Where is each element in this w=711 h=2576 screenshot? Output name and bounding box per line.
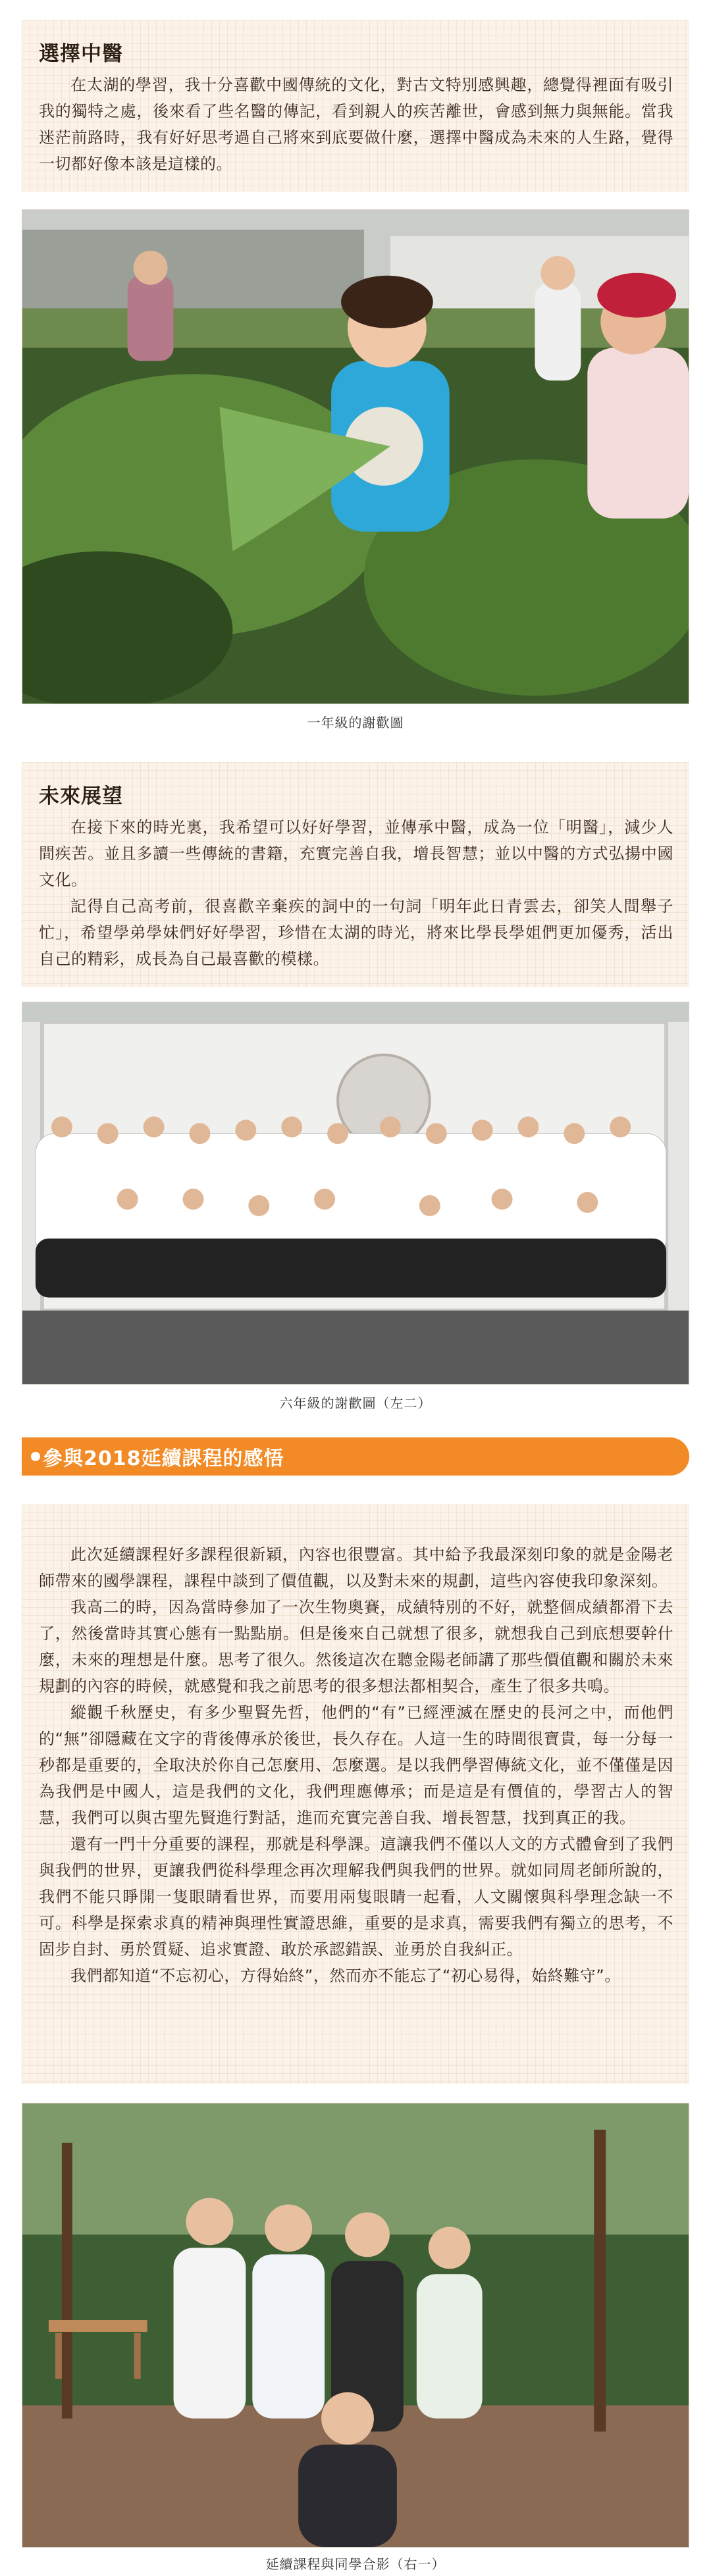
photo-first-grade xyxy=(22,209,689,704)
paragraph: 記得自己高考前，很喜歡辛棄疾的詞中的一句詞「明年此日青雲去，卻笑人間舉子忙」，希望學弟學妹們好好學習，珍惜在太湖的時光，將來比學長學姐們更加優秀，活出自己的精彩，成長為自己最喜歡的模樣。 xyxy=(39,897,673,968)
section-title: 未來展望 xyxy=(39,785,123,808)
banner-title: 參與2018延續課程的感悟 xyxy=(43,1447,284,1470)
photo-illustration xyxy=(22,1002,689,1384)
section-reflections-2018 xyxy=(22,1505,689,2084)
bullet-dot-icon xyxy=(31,1452,40,1461)
section-choose-tcm xyxy=(22,20,689,192)
photo-sixth-grade xyxy=(22,1002,689,1385)
paragraph: 我們都知道“不忘初心，方得始終”，然而亦不能忘了“初心易得，始終難守”。 xyxy=(70,1967,621,1985)
section-future-outlook xyxy=(22,762,689,987)
photo-caption: 六年級的謝歡圖（左二） xyxy=(279,1395,432,1411)
paragraph: 還有一門十分重要的課程，那就是科學課。這讓我們不僅以人文的方式體會到了我們與我們的世界，更讓我們從科學理念再次理解我們與我們的世界。就如同周老師所說的，我們不能只睜開一隻眼睛看世界，而要用兩隻眼睛一起看，人文關懷與科學理念缺一不可。科學是探索求真的精神與理性實證思維，重要的是求真，需要我們有獨立的思考，不固步自封、勇於質疑、追求實證、敢於承認錯誤、並勇於自我糾正。 xyxy=(39,1835,673,1959)
paragraph: 此次延續課程好多課程很新穎，內容也很豐富。其中給予我最深刻印象的就是金陽老師帶來的國學課程，課程中談到了價值觀，以及對未來的規劃，這些內容使我印象深刻。 xyxy=(39,1545,673,1590)
paragraph: 在接下來的時光裏，我希望可以好好學習，並傳承中醫，成為一位「明醫」，減少人間疾苦。並且多讀一些傳統的書籍，充實完善自我，增長智慧；並以中醫的方式弘揚中國文化。 xyxy=(39,818,673,889)
photo-group-course xyxy=(22,2103,689,2548)
paragraph: 在太湖的學習，我十分喜歡中國傳統的文化，對古文特別感興趣，總覺得裡面有吸引我的獨特之處，後來看了些名醫的傳記，看到親人的疾苦離世，會感到無力與無能。當我迷茫前路時，我有好好思考過自己將來到底要做什麼，選擇中醫成為未來的人生路，覺得一切都好像本該是這樣的。 xyxy=(39,76,673,173)
photo-illustration xyxy=(22,210,689,704)
section-banner xyxy=(22,1437,689,1476)
paragraph: 我高二的時，因為當時參加了一次生物奧賽，成績特別的不好，就整個成績都滑下去了，然後當時其實心態有一點點崩。但是後來自己就想了很多，就想我自己到底想要幹什麼，未來的理想是什麼。思考了很久。然後這次在聽金陽老師講了那些價值觀和關於未來規劃的內容的時候，就感覺和我之前思考的很多想法都相契合，產生了很多共鳴。 xyxy=(39,1598,673,1695)
photo-illustration xyxy=(22,2103,689,2547)
photo-caption: 一年級的謝歡圖 xyxy=(307,715,404,731)
section-title: 選擇中醫 xyxy=(39,42,123,66)
photo-caption: 延續課程與同學合影（右一） xyxy=(265,2556,446,2572)
paragraph: 縱觀千秋歷史，有多少聖賢先哲，他們的“有”已經湮滅在歷史的長河之中，而他們的“無”卻隱藏在文字的背後傳承於後世，長久存在。人這一生的時間很寶貴，每一分每一秒都是重要的，全取決於你自己怎麼用、怎麼選。是以我們學習傳統文化，並不僅僅是因為我們是中國人，這是我們的文化，我們理應傳承；而是這是有價值的，學習古人的智慧，我們可以與古聖先賢進行對話，進而充實完善自我、增長智慧，找到真正的我。 xyxy=(39,1703,673,1827)
